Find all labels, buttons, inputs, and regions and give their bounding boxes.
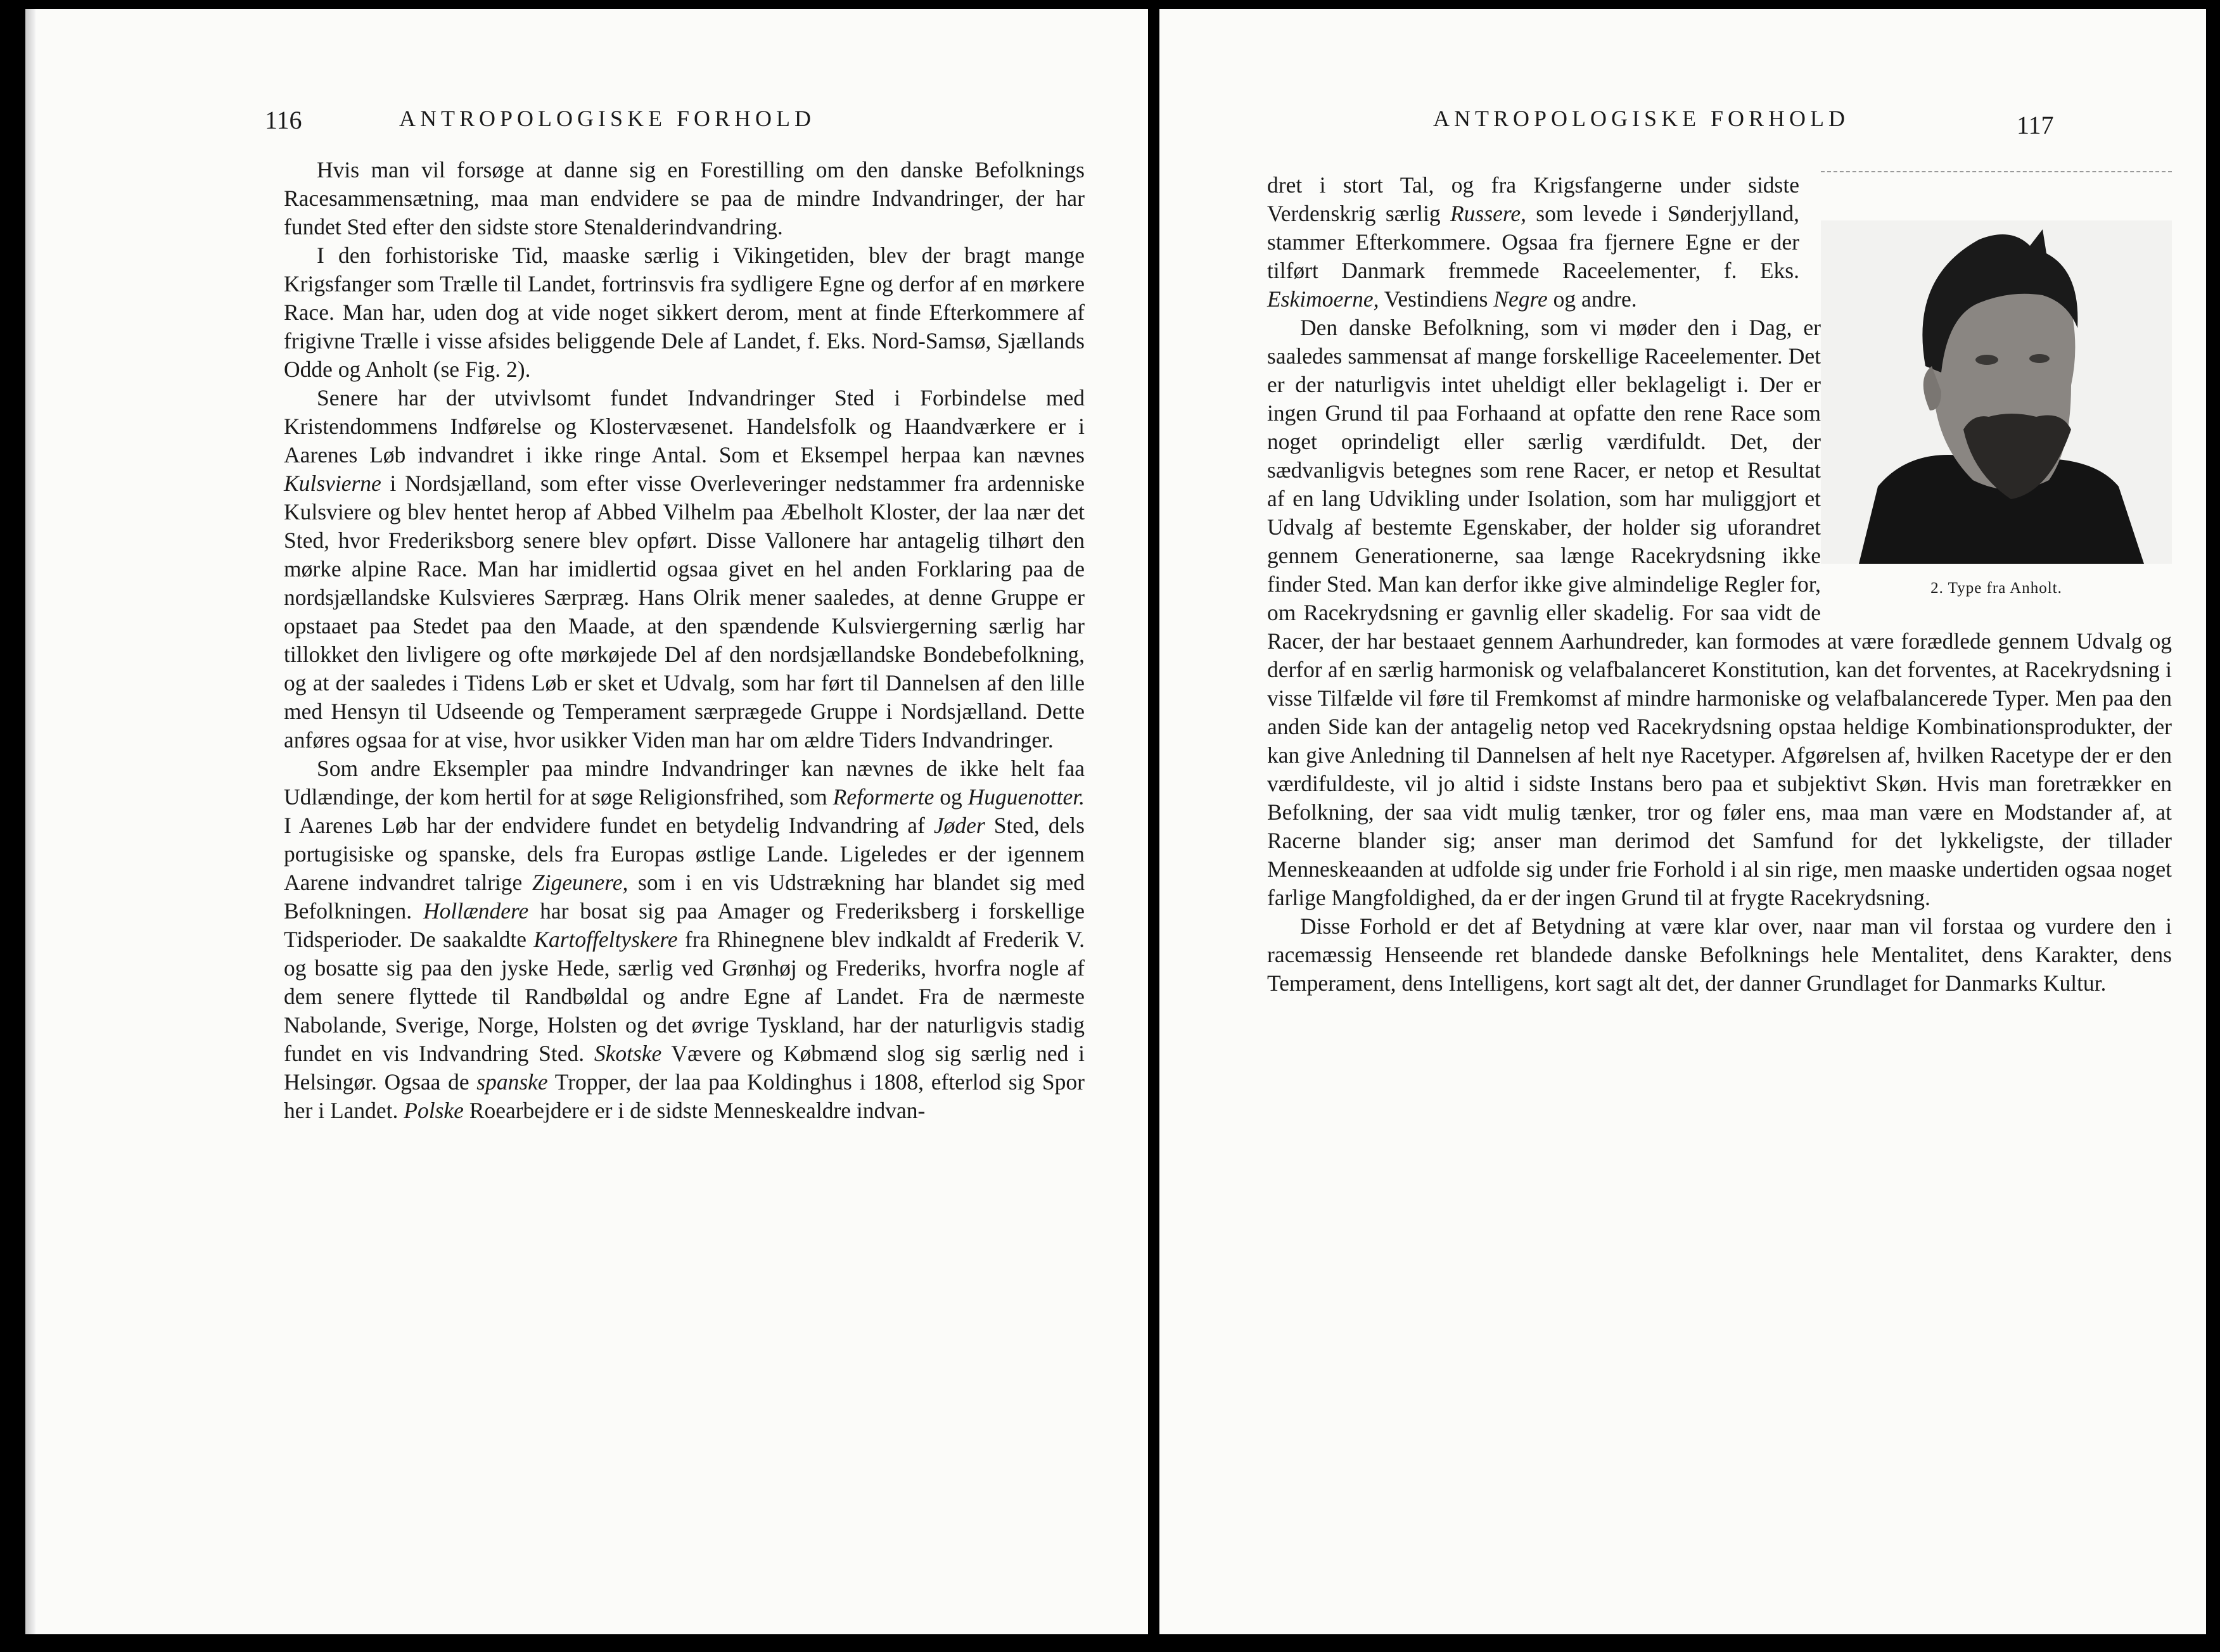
italic-run: Russere,: [1450, 201, 1526, 226]
running-head-left: ANTROPOLOGISKE FORHOLD: [399, 106, 816, 131]
italic-run: Huguenotter.: [967, 784, 1085, 810]
text-run: som i en vis Udstrækning har blandet sig med Befolkningen.: [284, 870, 1085, 924]
text-run: Den danske Befolkning, som vi møder den i Dag, er saaledes sammensat af mange forskellige Raceelementer. Det er der naturligvis intet uheldigt eller beklageligt i. Der er ingen Grund til paa Forhaand at opfatte den rene Race som noget oprindeligt eller særlig værdifuldt. Det, der sædvanligvis betegnes som rene Racer, er netop et Resultat af en lang Udvikling under Isolation, som har muliggjort et Udvalg af bestemte Egenskaber, der holder sig uforandret gennem Generationerne, saa længe Racekrydsning ikke finder Sted. Man kan derfor ikke give almindelige Regler for, om Racekrydsning er gavnlig eller skadelig. For saa vidt de Racer, der har bestaaet gennem Aarhundreder, kan formodes at være forædlede gennem Udvalg og derfor af en særlig harmonisk og velafbalanceret Konstitution, kan det forventes, at Racekrydsning i visse Tilfælde vil føre til Fremkomst af mindre harmoniske og velafbalancerede Typer. Men paa den anden Side kan der antagelig netop ved Racekrydsning opstaa heldige Kombinationsprodukter, der kan give Anledning til Dannelsen af helt nye Racetyper. Afgørelsen af, hvilken Racetype der er den værdifuldeste, vil jo altid i sidste Instans bero paa et subjektivt Skøn. Hvis man foretrækker en Befolkning, der saa vidt mulig tænker, tror og føler ens, maa man være en Modstander af, at Racerne blander sig; anser man derimod det Samfund for det lykkeligste, der tillader Menneskeaanden at udfolde sig under frie Forhold i al sin rige, men maaske undertiden ogsaa noget farlige Mangfoldighed, da er der ingen Grund til at frygte Racekrydsning.: [1267, 315, 2172, 910]
text-run: som levede i Sønderjylland, stammer Efterkommere. Ogsaa fra fjernere Egne er der tilført Danmark fremmede Raceelementer, f. Eks.: [1267, 201, 1799, 283]
text-run: Sted, dels portugisiske og spanske, dels fra Europas østlige Lande. Ligeledes er der igennem Aarene indvandret talrige: [284, 813, 1085, 895]
text-run: har bosat sig paa Amager og Frederiksberg i forskellige Tidsperioder. De saakaldte: [284, 898, 1085, 952]
italic-run: Hollændere: [423, 898, 529, 924]
figure-rule: [1821, 171, 2172, 172]
text-run: Hvis man vil forsøge at danne sig en Forestilling om den danske Befolknings Racesammensætning, maa man endvidere se paa de mindre Indvandringer, der har fundet Sted efter den sidste store Stenalderindvandring.: [284, 157, 1085, 239]
text-run: Senere har der utvivlsomt fundet Indvandringer Sted i Forbindelse med Kristendommens Indførelse og Klostervæsenet. Handelsfolk og Haandværkere er i Aarenes Løb indvandret i ikke ringe Antal. Som et Eksempel herpaa kan nævnes: [284, 385, 1085, 467]
running-head-right: ANTROPOLOGISKE FORHOLD: [1433, 106, 1850, 131]
left-page: [25, 9, 1148, 1634]
italic-run: Zigeunere,: [532, 870, 628, 895]
italic-run: spanske: [476, 1069, 548, 1095]
portrait-photo: [1821, 220, 2172, 564]
italic-run: Kulsvierne: [284, 471, 381, 496]
paragraph: [284, 754, 1085, 1125]
text-run: Vævere og Købmænd slog sig særlig ned i Helsingør. Ogsaa de: [284, 1041, 1085, 1095]
right-body-text: [1267, 171, 2172, 998]
italic-run: Reformerte: [832, 784, 935, 810]
italic-run: Kartoffeltyskere: [533, 927, 678, 952]
text-run: Tropper, der laa paa Koldinghus i 1808, efterlod sig Spor her i Landet.: [284, 1069, 1085, 1123]
italic-run: Skotske: [594, 1041, 662, 1066]
text-run: Disse Forhold er det af Betydning at være klar over, naar man vil forstaa og vurdere den i racemæssig Henseende ret blandede danske Befolknings hele Mentalitet, dens Karakter, dens Temperament, dens Intelligens, kort sagt alt det, der danner Grundlaget for Danmarks Kultur.: [1267, 913, 2172, 996]
text-run: I Aarenes Løb har der endvidere fundet en betydelig Indvandring af: [284, 813, 934, 838]
text-run: Som andre Eksempler paa mindre Indvandringer kan nævnes de ikke helt faa Udlændinge, der kom hertil for at søge Religionsfrihed, som: [284, 756, 1085, 810]
text-run: og andre.: [1547, 286, 1637, 312]
italic-run: Polske: [404, 1098, 464, 1123]
figure-caption: 2. Type fra Anholt.: [1930, 580, 2062, 597]
wrap-text: [1267, 171, 1799, 314]
left-body-text: [284, 156, 1085, 1125]
figure: [1821, 171, 2172, 602]
text-run: i Nordsjælland, som efter visse Overleveringer nedstammer fra ardenniske Kulsviere og blev hentet herop af Abbed Vilhelm paa Æbelholt Kloster, der laa nær det Sted, hvor Frederiksborg senere blev opført. Disse Vallonere har antagelig tilhørt den mørke alpine Race. Man har imidlertid ogsaa givet en hel anden Forklaring paa de nordsjællandske Kulsvieres Særpræg. Hans Olrik mener saaledes, at denne Gruppe er opstaaet paa Stedet paa den Maade, at den spændende Kulsviergerning særlig har tillokket den livligere og ofte mørkøjede Del af den nordsjællandske Bondebefolkning, og at der saaledes i Tidens Løb er sket et Udvalg, som har ført til Dannelsen af den lille med Hensyn til Udseende og Temperament særprægede Gruppe i Nordsjælland. Dette anføres ogsaa for at vise, hvor usikker Viden man har om ældre Tiders Indvandringer.: [284, 471, 1085, 753]
text-run: I den forhistoriske Tid, maaske særlig i Vikingetiden, blev der bragt mange Krigsfanger som Trælle til Landet, fortrinsvis fra sydligere Egne og derfor af en mørkere Race. Man har, uden dog at vide noget sikkert derom, ment at finde Efterkommere af frigivne Trælle i visse afsides beliggende Dele af Landet, f. Eks. Nord-Samsø, Sjællands Odde og Anholt (se Fig. 2).: [284, 243, 1085, 382]
text-run: dret i stort Tal, og fra Krigsfangerne under sidste Verdenskrig særlig: [1267, 172, 1799, 226]
paragraph: [284, 241, 1085, 384]
italic-run: Negre: [1493, 286, 1548, 312]
right-page: [1159, 9, 2206, 1634]
page-stack-edge: [25, 9, 35, 1634]
paragraph: [284, 384, 1085, 754]
text-run: Vestindiens: [1379, 286, 1494, 312]
text-run: Roearbejdere er i de sidste Menneskealdre indvan-: [463, 1098, 926, 1123]
text-run: og: [934, 784, 968, 810]
italic-run: Jøder: [933, 813, 985, 838]
text-run: fra Rhinegnene blev indkaldt af Frederik V. og bosatte sig paa den jyske Hede, særlig ved Grønhøj og Frederiks, hvorfra nogle af dem senere flyttede til Randbøldal og andre Egne af Landet. Fra de nærmeste Nabolande, Sverige, Norge, Holsten og det øvrige Tyskland, har der naturligvis stadig fundet en vis Indvandring Sted.: [284, 927, 1085, 1066]
paragraph: [1267, 171, 1799, 314]
paragraph: [284, 156, 1085, 241]
page-number-right: 117: [2017, 111, 2054, 139]
page-number-left: 116: [265, 106, 302, 134]
paragraph: [1267, 912, 2172, 998]
italic-run: Eskimoerne,: [1267, 286, 1379, 312]
